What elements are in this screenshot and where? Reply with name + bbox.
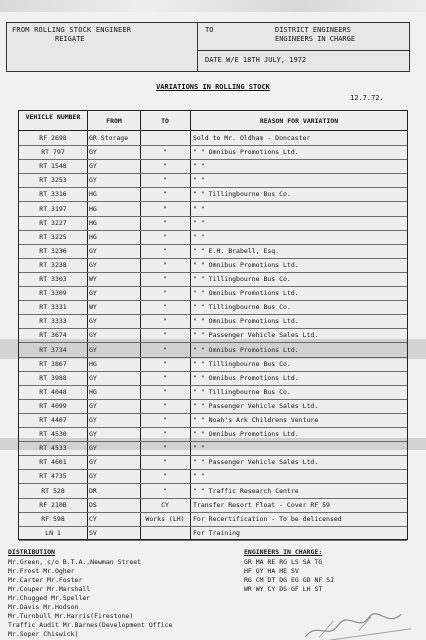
to-cell: " — [163, 345, 167, 354]
to-cell: CY — [161, 500, 169, 509]
vehicle-cell: RT 3197 — [39, 204, 67, 213]
table-row — [19, 286, 407, 301]
engineer-codes-row: GR MA RE RG LS SA TG — [244, 558, 323, 566]
table-row — [19, 300, 407, 315]
to-label: TO — [205, 26, 214, 34]
to-cell: " — [163, 246, 167, 255]
vehicle-cell: RT 3734 — [39, 345, 67, 354]
vehicle-cell: RT 3253 — [39, 176, 67, 185]
vehicle-cell: RT 4533 — [39, 444, 67, 453]
district-engineers: DISTRICT ENGINEERS — [275, 26, 351, 34]
table-header — [19, 111, 407, 131]
from-cell: WY — [89, 275, 97, 283]
engineer-codes-row: WR WY CY DS GF LH ST — [244, 585, 323, 593]
reason-cell: " " Omnibus Promotions Ltd. — [193, 373, 299, 382]
vehicle-cell: RT 1548 — [39, 162, 67, 171]
reason-cell: " " Traffic Research Centre — [193, 486, 299, 495]
from-place: REIGATE — [55, 35, 85, 43]
from-cell: GY — [89, 317, 97, 326]
from-cell: HG — [89, 232, 97, 241]
to-cell: " — [163, 486, 167, 495]
vehicle-cell: RT 3227 — [39, 218, 67, 227]
from-cell: GY — [89, 444, 97, 453]
table-row — [19, 469, 407, 484]
reason-cell: Transfer Resort Float - Cover RF 59 — [193, 500, 330, 509]
vehicle-cell: RT 3316 — [39, 190, 67, 199]
reason-cell: " " — [193, 218, 205, 227]
table-row — [19, 230, 407, 245]
from-cell: GY — [89, 345, 97, 354]
vehicle-cell: RT 797 — [41, 148, 65, 157]
from-cell: GY — [89, 472, 97, 481]
distribution-item: Mr.Soper Chiswick) — [8, 630, 79, 638]
from-cell: HG — [89, 359, 97, 368]
engineers-title: ENGINEERS IN CHARGE: — [244, 548, 323, 556]
reason-cell: " " — [193, 472, 205, 481]
to-cell: " — [163, 401, 167, 410]
from-cell: GR Storage — [89, 134, 129, 142]
distribution-item: Mr.Couper Mr.Marshall — [8, 585, 91, 593]
to-cell: " — [163, 359, 167, 368]
table-row — [19, 371, 407, 386]
to-cell: " — [163, 204, 167, 213]
table-row — [19, 441, 407, 456]
distribution-title: DISTRIBUTION — [8, 548, 55, 556]
from-cell: DS — [89, 500, 97, 509]
from-cell: DR — [89, 486, 97, 495]
from-cell: GY — [89, 331, 97, 340]
table-row — [19, 399, 407, 414]
from-cell: GY — [89, 246, 97, 255]
to-cell: " — [163, 317, 167, 326]
document-title: VARIATIONS IN ROLLING STOCK — [156, 83, 270, 91]
table-row — [19, 258, 407, 273]
to-cell: " — [163, 430, 167, 439]
table-row — [19, 484, 407, 499]
reason-cell: " " Omnibus Promotions Ltd. — [193, 317, 299, 326]
reason-cell: " " Tillingbourne Bus Co. — [193, 387, 291, 396]
from-cell: GY — [89, 260, 97, 269]
table-row — [19, 498, 407, 513]
reason-cell: " " Tillingbourne Bus Co. — [193, 303, 291, 312]
table-row — [19, 427, 407, 442]
from-header: FROM — [106, 117, 122, 125]
table-row — [19, 413, 407, 428]
vehicle-cell: RT 4601 — [39, 458, 67, 467]
vehicle-cell: RT 4048 — [39, 387, 67, 396]
from-cell: GY — [89, 289, 97, 298]
reason-cell: " " Tillingbourne Bus Co. — [193, 275, 291, 283]
reason-cell: " " Passenger Vehicle Sales Ltd. — [193, 458, 319, 467]
table-row — [19, 455, 407, 470]
table-row — [19, 314, 407, 329]
table-row — [19, 202, 407, 217]
reason-cell: Sold to Mr. Oldham - Doncaster — [193, 134, 311, 142]
to-cell: " — [163, 387, 167, 396]
to-cell: " — [163, 232, 167, 241]
vehicle-cell: RT 528 — [41, 486, 65, 495]
reason-cell: " " Omnibus Promotions Ltd. — [193, 345, 299, 354]
to-cell: " — [163, 303, 167, 312]
vehicle-cell: RT 3309 — [39, 289, 67, 298]
to-cell: " — [163, 444, 167, 453]
table-row — [19, 328, 407, 343]
vehicle-cell: RT 4735 — [39, 472, 67, 481]
from-label: FROM ROLLING STOCK ENGINEER — [12, 26, 132, 34]
reason-cell: " " Omnibus Promotions Ltd. — [193, 148, 299, 157]
table-row — [19, 512, 407, 527]
from-cell: HG — [89, 190, 97, 199]
to-cell: " — [163, 260, 167, 269]
to-cell: " — [163, 416, 167, 424]
reason-cell: " " Omnibus Promotions Ltd. — [193, 260, 299, 269]
distribution-item: Traffic Audit Mr.Barnes(Development Office — [8, 621, 173, 629]
reason-cell: For Training — [193, 528, 240, 537]
vehicle-cell: RT 4407 — [39, 416, 67, 424]
vehicle-number-header: VEHICLE NUMBER — [25, 113, 81, 121]
table-row — [19, 385, 407, 400]
to-cell: " — [163, 162, 167, 171]
distribution-item: Mr.Chugged Mr.Speller — [8, 594, 91, 602]
from-cell: GY — [89, 162, 97, 171]
vehicle-cell: LN 1 — [45, 528, 61, 537]
table-row — [19, 145, 407, 160]
from-cell: CY — [89, 514, 97, 523]
header-box — [6, 22, 410, 72]
from-cell: GY — [89, 373, 97, 382]
vehicle-cell: RT 3867 — [39, 359, 67, 368]
vehicle-cell: RT 3331 — [39, 303, 67, 312]
table-row — [19, 244, 407, 259]
reason-cell: " " — [193, 444, 205, 453]
reason-cell: " " Passenger Vehicle Sales Ltd. — [193, 331, 319, 340]
variations-table — [18, 110, 408, 540]
table-row — [19, 173, 407, 188]
reason-header: REASON FOR VARIATION — [259, 117, 339, 125]
to-cell: " — [163, 472, 167, 481]
to-header: TO — [161, 117, 169, 125]
to-cell: " — [163, 458, 167, 467]
distribution-item: Mr.Carter Mr.Foster — [8, 576, 83, 584]
reason-cell: " " — [193, 176, 205, 185]
from-cell: GY — [89, 401, 97, 410]
reason-cell: " " — [193, 204, 205, 213]
vehicle-cell: RF 2698 — [39, 134, 67, 142]
reason-cell: " " Omnibus Promotions Ltd. — [193, 430, 299, 439]
document-date: 12.7.72. — [350, 94, 384, 102]
reason-cell: " " — [193, 162, 205, 171]
table-row — [19, 216, 407, 231]
reason-cell: " " Tillingbourne Bus Co. — [193, 190, 291, 199]
vehicle-cell: RF 210B — [39, 500, 67, 509]
from-cell: HG — [89, 218, 97, 227]
reason-cell: " " E.H. Brabell, Esq. — [193, 246, 280, 255]
vehicle-cell: RT 3674 — [39, 331, 67, 340]
from-cell: SV — [89, 528, 97, 537]
from-cell: GY — [89, 176, 97, 185]
vehicle-cell: RT 3988 — [39, 373, 67, 382]
engineers-in-charge: ENGINEERS IN CHARGE — [275, 35, 356, 43]
reason-cell: " " Omnibus Promotions Ltd. — [193, 289, 299, 298]
distribution-item: Mr.Frost Mr.Ogher — [8, 567, 75, 575]
to-cell: " — [163, 275, 167, 283]
to-cell: " — [163, 218, 167, 227]
vehicle-cell: RT 3333 — [39, 317, 67, 326]
table-row — [19, 131, 407, 146]
distribution-item: Mr.Davis Mr.Hodson — [8, 603, 79, 611]
reason-cell: " " Noah's Ark Childrens Venture — [193, 416, 319, 424]
to-cell: " — [163, 148, 167, 157]
vehicle-cell: RT 3238 — [39, 260, 67, 269]
table-row — [19, 343, 407, 358]
distribution-item: Mr.Green, c/o B.T.A.,Newman Street — [8, 558, 142, 566]
to-cell: Works (LH) — [145, 514, 185, 523]
to-cell: " — [163, 176, 167, 185]
table-row — [19, 526, 407, 541]
from-cell: WY — [89, 303, 97, 312]
from-cell: HG — [89, 387, 97, 396]
vehicle-cell: RT 3225 — [39, 232, 67, 241]
top-smudge — [0, 0, 426, 12]
reason-cell: " " — [193, 232, 205, 241]
table-row — [19, 187, 407, 202]
engineer-codes-row: RG CM DT DG EG GD NF SJ — [244, 576, 335, 584]
vehicle-cell: RT 3303 — [39, 275, 67, 283]
vehicle-cell: RF 598 — [41, 514, 65, 523]
table-row — [19, 272, 407, 287]
engineer-codes-row: HF GY HA HE SV — [244, 567, 299, 575]
reason-cell: For Recertification - To be delicensed — [193, 514, 342, 523]
vehicle-cell: RT 4530 — [39, 430, 67, 439]
reason-cell: " " Tillingbourne Bus Co. — [193, 359, 291, 368]
table-row — [19, 159, 407, 174]
to-cell: " — [163, 331, 167, 340]
from-cell: GY — [89, 430, 97, 439]
from-cell: GY — [89, 458, 97, 467]
vehicle-cell: RT 3236 — [39, 246, 67, 255]
reason-cell: " " Passenger Vehicle Sales Ltd. — [193, 401, 319, 410]
from-cell: GY — [89, 416, 97, 424]
to-cell: " — [163, 190, 167, 199]
header-date: DATE W/E 18TH JULY, 1972 — [205, 56, 307, 64]
distribution-item: Mr.Turnbull Mr.Harris(Firestone) — [8, 612, 134, 620]
from-cell: HG — [89, 204, 97, 213]
vehicle-cell: RT 4099 — [39, 401, 67, 410]
to-cell: " — [163, 373, 167, 382]
header-divider — [197, 50, 409, 51]
from-cell: GY — [89, 148, 97, 157]
table-row — [19, 357, 407, 372]
to-cell: " — [163, 289, 167, 298]
